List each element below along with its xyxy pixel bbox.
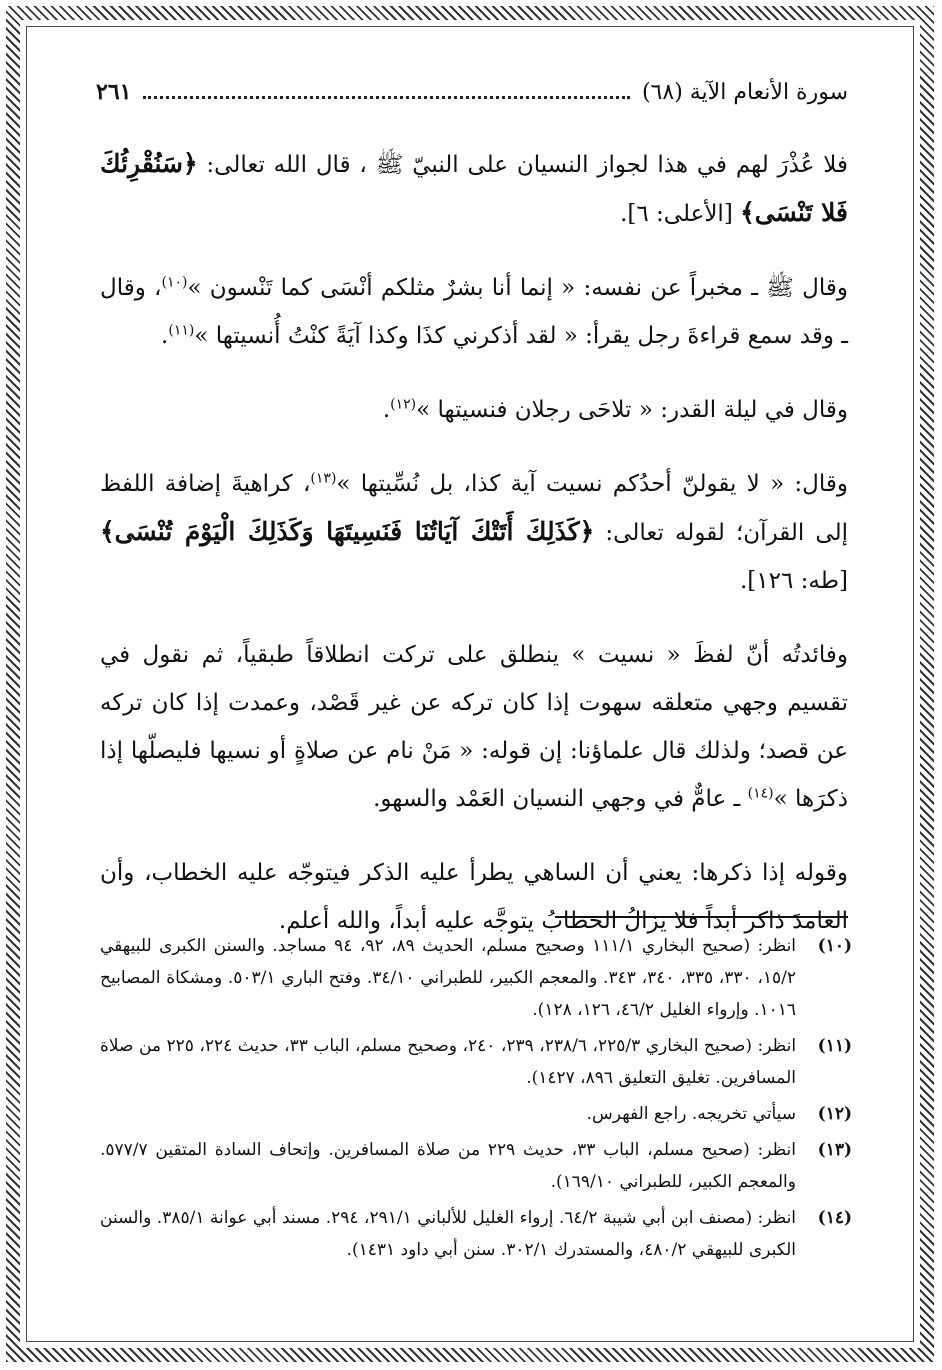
citation: [الأعلى: ٦]. — [620, 201, 741, 227]
footnote-text: انظر: (مصنف ابن أبي شيبة ٦٤/٢. إرواء الغليل للألباني ٢٩١/١، ٢٩٤. مسند أبي عوانة ٣٨٥/١. والسنن الكبرى للبيهقي ٤٨٠/٢، والمستدرك ٣٠٢/١. سنن أبي داود ١٤٣١). — [100, 1208, 797, 1260]
paragraph-1 — [100, 140, 848, 238]
footnote-ref: (١٣) — [310, 470, 337, 487]
footnote-item — [100, 1202, 852, 1266]
paragraph-text: ، كراهيةَ إضافة اللفظ إلى القرآن؛ لقوله تعالى: — [100, 471, 848, 546]
footnote-number: (١٤) — [817, 1208, 852, 1228]
paragraph-text: وقال: « لا يقولنّ أحدُكم نسيت آية كذا، بل نُسِّيتها » — [336, 471, 848, 497]
running-header — [96, 72, 848, 112]
footnote-ref: (١٠) — [161, 274, 188, 291]
footnote-item — [100, 1134, 852, 1198]
paragraph-text: وقوله إذا ذكرها: يعني أن الساهي يطرأ عليه الذكر فيتوجّه عليه الخطاب، وأن العامدَ ذاكر أبداً فلا يزالُ الخطابُ يتوجَّه عليه أبداً، والله أعلم. — [100, 860, 848, 934]
footnote-number: (١٣) — [817, 1140, 852, 1160]
quran-quote: ﴿كَذَلِكَ أَتَتْكَ آيَاتُنَا فَنَسِيتَهَا وَكَذَلِكَ الْيَوْمَ تُنْسَى﴾ — [100, 517, 595, 546]
footnote-ref: (١٢) — [390, 396, 417, 413]
footnote-text: انظر: (صحيح البخاري ١١١/١ وصحيح مسلم، الحديث ٨٩، ٩٢، ٩٤ مساجد. والسنن الكبرى للبيهقي ١٥/٢، ٣٣٠، ٣٣٥، ٣٤٠، ٣٤٣. والمعجم الكبير، للطبراني ٣٤/١٠. وفتح الباري ٥٠٣/١. ومشكاة المصابيح ١٠١٦. وإرواء الغليل ٤٦/٢، ١٢٦، ١٢٨). — [100, 936, 797, 1020]
paragraph-5 — [100, 631, 848, 823]
paragraph-text: ، وقال ـ وقد سمع قراءةَ رجل يقرأ: « لقد أذكرني كذَا وكذا آيَةً كنْتُ أُنسيتها » — [100, 275, 848, 349]
paragraph-3 — [100, 386, 848, 434]
footnote-number: (١٠) — [817, 936, 852, 956]
footnote-separator — [555, 916, 848, 918]
paragraph-text: وقال ﷺ ـ مخبراً عن نفسه: « إنما أنا بشرٌ مثلكم أنْسَى كما تَنْسون » — [187, 275, 848, 301]
paragraph-end: ـ عامٌّ في وجهي النسيان العَمْد والسهو. — [373, 786, 748, 812]
paragraph-end: . — [161, 323, 169, 349]
footnote-ref: (١٤) — [747, 785, 774, 802]
leader-dots — [143, 86, 630, 99]
footnote-text: انظر: (صحيح مسلم، الباب ٣٣، حديث ٢٢٩ من صلاة المسافرين. وإتحاف السادة المتقين ٥٧٧/٧. والمعجم الكبير، للطبراني ١٦٩/١٠). — [100, 1140, 796, 1192]
page-number: ٢٦١ — [96, 79, 132, 105]
paragraph-text: وقال في ليلة القدر: « تلاحَى رجلان فنسيتها » — [416, 397, 848, 423]
footnote-item — [100, 930, 852, 1026]
citation: [طه: ١٢٦]. — [739, 568, 848, 594]
footnote-number: (١٢) — [817, 1104, 852, 1124]
footnote-text: سيأتي تخريجه. راجع الفهرس. — [586, 1104, 796, 1124]
footnote-number: (١١) — [817, 1036, 852, 1056]
paragraph-text: وفائدتُه أنّ لفظَ « نسيت » ينطلق على تركت انطلاقاً طبقياً، ثم نقول في تقسيم وجهي متعلقه سهوت إذا كان تركه عن غير قَصْد، وعمدت إذا كان تركه عن قصد؛ ولذلك قال علماؤنا: إن قوله: « مَنْ نام عن صلاةٍ أو نسيها فليصلّها إذا ذكرَها » — [100, 642, 848, 812]
footnotes — [100, 930, 852, 1270]
quran-quote: ﴿سَنُقْرِئُكَ فَلا تَنْسَى﴾ — [100, 149, 848, 227]
chapter-title: سورة الأنعام الآية (٦٨) — [641, 79, 848, 105]
footnote-ref: (١١) — [168, 322, 195, 339]
paragraph-4 — [100, 460, 848, 605]
footnote-text: انظر: (صحيح البخاري ٢٢٥/٣، ٢٣٨/٦، ٢٣٩، ٢٤٠، وصحيح مسلم، الباب ٣٣، حديث ٢٢٤، ٢٢٥ من صلاة المسافرين. تغليق التعليق ٨٩٦، ١٤٢٧). — [100, 1036, 797, 1088]
paragraph-text: فلا عُذْرَ لهم في هذا لجواز النسيان على النبيّ ﷺ ، قال الله تعالى: — [197, 152, 848, 178]
paragraph-2 — [100, 264, 848, 360]
main-text — [100, 140, 848, 971]
footnote-item — [100, 1098, 852, 1130]
footnote-item — [100, 1030, 852, 1094]
paragraph-end: . — [382, 397, 391, 423]
